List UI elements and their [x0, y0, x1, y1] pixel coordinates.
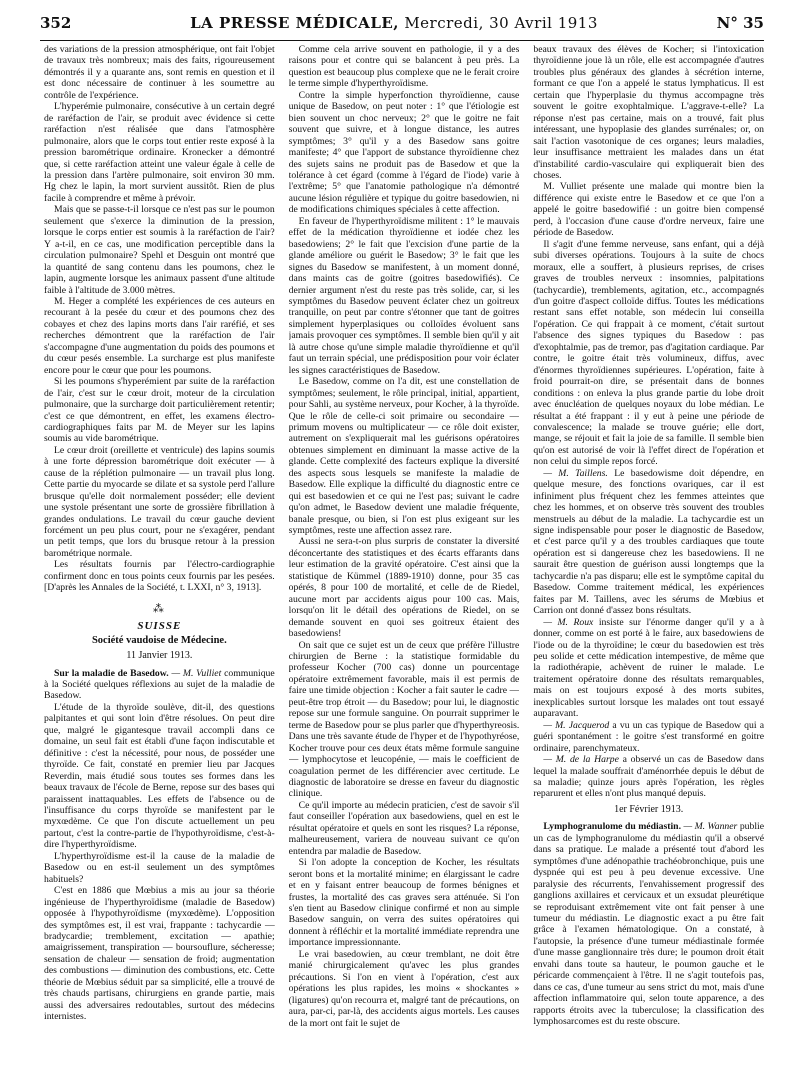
paragraph: Le Basedow, comme on l'a dit, est une constellation de symptômes; seulement, le rôle principal, initial, appartient, pour Sahli, au système nerveux, pour Kocher, à la thyroïde. Que le rôle de celle-ci soit primaire ou secondaire — primum movens ou multiplicateur — ce rôle doit exister, autrement on s'expliquerait mal les guérisons opératoires obtenues simplement en diminuant la masse active de la glande. Cette complexité des facteurs explique la diversité des aspects sous lesquels se manifeste la maladie de Basedow. Elle explique la difficulté du diagnostic entre ce qui est basedowien et ce qui ne l'est pas; suivant le cadre qu'on admet, le Basedow devient une maladie fréquente, banale presque, ou bien, si l'on est plus exigeant sur les symptômes, reste une affection assez rare. — [288, 376, 520, 537]
page-header — [40, 14, 764, 41]
article-author: — M. Vulliet — [171, 667, 222, 679]
paragraph — [533, 617, 764, 720]
paragraph: Il s'agit d'une femme nerveuse, sans enfant, qui a déjà subi diverses opérations. Toujours à la suite de chocs moraux, elle a souffert, à plusieurs reprises, de crises graves de troubles nerveux : insomnies, palpitations (tachycardie), tremblements, agitation, etc., accompagnés d'un goitre d'aspect colloïde diffus. Toutes les médications restant sans effet notable, son médecin lui conseilla l'opération. Ce qui frappait à ce moment, c'était surtout l'absence des signes typiques du Basedow : pas d'exophtalmie, pas de tremor, pas d'agitation cardiaque. Par contre, le goitre était très volumineux, diffus, avec d'énormes thyroïdiennes supérieures. L'opération, faite à froid pourrait-on dire, se présentait dans de bonnes conditions : on enleva la plus grande partie du lobe droit avec énucléation de quelques noyaux du lobe médian. Le résultat a été frappant : il y eut à peine une période de convalescence; la malade se trouve guérie; elle dort, mange, se réjouit et fait la joie de sa famille. Il semble bien qu'on est autorisé de voir là l'effet direct de l'opération et non celui du simple repos forcé. — [533, 238, 765, 468]
speaker-name: — M. Taillens. — [543, 467, 608, 479]
paragraph: L'étude de la thyroïde soulève, dit-il, des questions palpitantes et qui sont loin d'être résolues. On peut dire que, malgré le gigantesque travail accompli dans ce domaine, un seul fait est établi d'une façon indiscutable et définitive : c'est la nécessité, pour nous, de posséder une thyroïde. Ce fait, constaté en premier lieu par Jacques Reverdin, mais étudié sous toutes ses formes dans les beaux travaux de l'école de Berne, repose sur des bases qui paraissent inattaquables. Les effets de l'absence ou de l'insuffisance du corps thyroïde se manifestent par le myxœdème. Ce que l'on discute actuellement un peu partout, c'est la contre-partie de l'hypothyroïdisme, c'est-à-dire l'hyperthyroïdisme. — [44, 701, 275, 851]
text-columns — [44, 44, 764, 1074]
paragraph: beaux travaux des élèves de Kocher; si l'intoxication thyroïdienne joue là un rôle, elle est accompagnée d'autres troubles plus généraux des glandes à sécrétion interne, formant ce que l'on a appelé le status lymphaticus. Il est certain que l'hyperplasie du thymus accompagne très souvent le goitre exophtalmique. L'aggrave-t-elle? La réponse n'est pas certaine, mais on a trouvé, fait plus intéressant, une hypoplasie des glandes surrénales; or, on sait l'action vasotonique de ces organes; leurs maladies, leur insuffisance mettraient les malades dans un état d'instabilité cardio-vasculaire qui expliquerait bien des choses. — [533, 44, 765, 181]
paragraph: L'hyperthyroïdisme est-il la cause de la maladie de Basedow ou en est-il seulement un des symptômes habituels? — [44, 850, 275, 885]
column-1 — [44, 44, 275, 1074]
paragraph: Aussi ne sera-t-on plus surpris de constater la diversité déconcertante des statistiques et des écarts effarants dans leur estimation de la gravité opératoire. C'est ainsi que la statistique de Kümmel (1889-1910) donne, pour 35 cas opérés, 8 pour 100 de mortalité, et celle de de Riedel, aucune mort par accidents aigus pour 100 cas. Mais, lorsqu'on lit le détail des opérations de Riedel, on se demande souvent en quoi ses goitreux étaient des basedowiens! — [288, 536, 520, 640]
paragraph: En faveur de l'hyperthyroïdisme militent : 1° le mauvais effet de la médication thyroïdienne et iodée chez les basedowiens; 2° le fait que l'excision d'une partie de la glande améliore ou guérit le Basedow; 3° le fait que les signes du Basedow se manifestent, à un moment donné, dans maints cas de goitre (goitres basedowifiés). Ce dernier argument n'est du reste pas très solide, car, si les symptômes du Basedow peuvent éclater chez un goitreux tranquille, on peut par contre s'étonner que tant de goitres simplement hyperplasiques ou colloïdes évoluent sans jamais provoquer ces symptômes. Il semble bien qu'il y ait là autre chose qu'une simple maladie thyroïdienne et qu'il faut un terrain spécial, une prédisposition pour voir éclater les signes caractéristiques de Basedow. — [288, 215, 520, 376]
page-number: 352 — [40, 14, 72, 32]
article-title: Lymphogranulome du médiastin. — [543, 821, 681, 833]
section-country: SUISSE — [137, 620, 182, 633]
paragraph-text: a vu un cas typique de Basedow qui a guéri spontanément : le goitre s'est transformé en goitre ordinaire, parenchymateux. — [533, 719, 765, 754]
paragraph-text: a observé un cas de Basedow dans lequel la malade souffrait d'aménorrhée depuis le début de sa maladie; quinze jours après l'opération, les règles reparurent et elles n'ont plus manqué depuis. — [533, 754, 765, 800]
column-2 — [289, 44, 520, 1074]
paragraph-text: Le basedowisme doit dépendre, en quelque mesure, des fonctions ovariques, car il est infiniment plus fréquent chez les femmes atteintes que chez les hommes, et on observe très souvent des troubles menstruels au début de la maladie. La tachycardie est un signe indispensable pour poser le diagnostic de Basedow, et c'est parce qu'il y a des troubles cardiaques que toute opération est si dangereuse chez les basedowiens. Il ne saurait être question de guérison aussi longtemps que la tachycardie n'a pas disparu; elle est le symptôme capital du Basedow. Comme traitement médical, les expériences faites par M. Taillens, avec les sérums de Mœbius et Carrion ont donné d'assez bons résultats. — [533, 467, 765, 617]
meeting-date: 11 Janvier 1913. — [126, 650, 193, 662]
paragraph: On sait que ce sujet est un de ceux que préfère l'illustre chirurgien de Berne : la statistique formidable du professeur Kocher (700 cas) donne un pourcentage opératoire extrêmement favorable, mais il est permis de faire une timide objection : Kocher a fait sauter le cadre — peut-être trop étroit — du Basedow; pour lui, le diagnostic repose sur une formule sanguine. On pourrait supprimer le terme de Basedow pour se plus parler que d'hyperthyreosis. Dans une très savante étude de l'hyper et de l'hypothyréose, Kocher trouve pour ces deux états même formule sanguine — lymphocytose et leucopénie, — mais le coefficient de coagulation permet de les différencier avec certitude. Le diagnostic de laboratoire se dresse en faveur du diagnostic clinique. — [288, 639, 520, 800]
paragraph: Le vrai basedowien, au cœur tremblant, ne doit être manié chirurgicalement qu'avec les plus grandes précautions. Si l'on en vient à l'opération, c'est aux opérations les plus rapides, les moins « shockantes » (ligatures) qu'on recourra et, malgré tant de précautions, on aura, par-ci, par-là, des accidents aigus mortels. Les causes de la mort ont fait le sujet de — [288, 948, 520, 1029]
paragraph-text: publie un cas de lymphogranulome du médiastin qu'il a observé dans sa pratique. Le malade a présenté tout d'abord les symptômes d'une adénopathie trachéobronchique, puis une dyspnée qui est peu à peu devenue excessive. Une paralysie des récurrents, l'envahissement progressif des ganglions axillaires et cervicaux et un exsudat pleurétique se reproduisant extrêmement vite ont fait penser à une tumeur du médiastin. Le diagnostic exact a pu être fait grâce à l'examen hématologique. On a constaté, à l'autopsie, la présence d'une tumeur médiastinale formée d'une masse ganglionnaire très dure; le poumon droit était envahi dans toute sa hauteur, le poumon gauche et le péricarde commençaient à l'être. Il ne s'agit toutefois pas, dans ce cas, d'une tumeur au sens strict du mot, mais d'une affection inflammatoire qui, selon toute apparence, a des rapports étroits avec la tuberculose; la classification des lymphosarcomes est du reste obscure. — [533, 821, 765, 1028]
paragraph: Comme cela arrive souvent en pathologie, il y a des raisons pour et contre qui se balancent à peu près. La question est beaucoup plus complexe que ne le ferait croire le terme simple d'hyperthyroïdisme. — [288, 44, 520, 90]
speaker-name: — M. Roux — [543, 616, 594, 628]
section-separator-stars: ⁂ — [152, 602, 166, 615]
paragraph: Le cœur droit (oreillette et ventricule) des lapins soumis à une forte dépression barométrique doit exécuter — à cause de la réplétion pulmonaire — un travail plus long. Cette partie du myocarde se dilate et sa systole perd l'allure brusque qu'elle doit normalement posséder; elle devient une systole présentant une sorte de grossière fibrillation à grandes ondulations. Le travail du cœur gauche devient forcément un peu plus court, pour ne s'exagérer, pendant un petit temps, que lors du brusque retour à la pression barométrique normale. — [44, 444, 275, 559]
paragraph — [533, 754, 764, 800]
paragraph: Si les poumons s'hyperémient par suite de la raréfaction de l'air, c'est sur le cœur droit, moteur de la circulation pulmonaire, que la surcharge doit particulièrement retentir; c'est ce que démontrent, en effet, les examens électro-cardiographiques faits par M. de Meyer sur les lapins soumis au vide barométrique. — [44, 376, 275, 445]
paragraph: M. Heger a complété les expériences de ces auteurs en recourant à la pesée du cœur et des poumons chez des cobayes et chez des lapins morts dans l'air raréfié, et ses recherches démontrent que la raréfaction de l'air s'accompagne d'une augmentation du poids des poumons et du cœur pesés ensemble. La surcharge est plus manifeste encore pour le cœur que pour les poumons. — [44, 295, 275, 376]
paragraph-text: insiste sur l'énorme danger qu'il y a à donner, comme on est porté à le faire, aux basedowiens de l'iode ou de la thyroïdine; le cœur du basedowien est très peu solide et cette médication intempestive, de même que la radiothérapie, achèvent de ruiner le malade. Le traitement opératoire donne des résultats remarquables, mais on est toujours exposé à des morts subites, inexplicables surtout lorsque les malades ont tout essayé auparavant. — [533, 616, 765, 720]
paragraph-text: communique à la Société quelques réflexions au sujet de la maladie de Basedow. — [44, 667, 275, 702]
paragraph: Si l'on adopte la conception de Kocher, les résultats seront bons et la mortalité minime; en élargissant le cadre et en y faisant entrer beaucoup de formes bénignes et frustes, la mortalité des cas graves sera atténuée. Si l'on s'en tient au Basedow clinique confirmé et non au simple Basedow sanguin, on verra des suites opératoires qui donnent à réfléchir et la mortalité immédiate reprendra une importance impressionnante. — [288, 857, 520, 949]
paragraph: Mais que se passe-t-il lorsque ce n'est pas sur le poumon seulement que s'exerce la diminution de la pression, lorsque le corps entier est soumis à la raréfaction de l'air? Y a-t-il, en ce cas, une modification perceptible dans la circulation pulmonaire? Spehl et Desguin ont montré que la quantité de sang contenu dans les poumons, chez le lapin, augmente lorsque les animaux passent d'une altitude faible à l'altitude de 3.000 mètres. — [44, 204, 275, 296]
paragraph: M. Vulliet présente une malade qui montre bien la différence qui existe entre le Basedow et ce que l'on a appelé le goitre basedowifié : un goitre bien compensé perd, à l'occasion d'une cause d'ordre nerveux, faire une période de Basedow. — [533, 181, 765, 239]
paragraph — [533, 468, 764, 617]
paragraph — [533, 720, 764, 754]
paragraph: C'est en 1886 que Mœbius a mis au jour sa théorie ingénieuse de l'hyperthyroïdisme (maladie de Basedow) opposée à l'hypothyroïdisme (myxœdème). L'opposition des symptômes est, il est vrai, frappante : tachycardie — bradycardie; tremblement, excitation — apathie; amaigrissement, transpiration — boursouflure, sécheresse; sensation de chaleur — sensation de froid; augmentation des combustions — diminution des combustions, etc. Cette théorie de Mœbius séduit par sa simplicité, elle a trouvé de très chauds partisans, chirurgiens en grande partie, mais aussi des adversaires redoutables, surtout des médecins internistes. — [44, 885, 275, 1023]
paragraph: Contre la simple hyperfonction thyroïdienne, cause unique de Basedow, on peut noter : 1° que l'étiologie est bien souvent un choc nerveux; 2° que le goitre ne fait souvent que suivre, et à longue distance, les autres symptômes; 3° qu'il y a des Basedow sans goitre manifeste; 4° que l'apport de substance thyroïdienne chez des sujets sains ne produit pas de Basedow et que la tolérance à cet égard (comme à l'égard de l'iode) varie à l'extrême; 5° que l'anatomie pathologique n'a démontré aucune lésion régulière et typique du goitre basedowien, ni de modifications chimiques spéciales à cette affection. — [288, 89, 520, 216]
paragraph: L'hyperémie pulmonaire, consécutive à un certain degré de raréfaction de l'air, se produit avec évidence si cette raréfaction n'est réalisée que dans l'atmosphère pulmonaire, alors que le corps tout entier reste exposé à la pression barométrique ordinaire. Kronecker a démontré que, si cette raréfaction atteint une valeur égale à celle de la pression dans l'artère pulmonaire, soit environ 30 mm. Hg chez le lapin, la mort survient aussitôt. Rien de plus facile à comprendre et même à prévoir. — [44, 101, 275, 204]
speaker-name: — M. de la Harpe — [543, 754, 619, 766]
article-title: Sur la maladie de Basedow. — [54, 667, 169, 679]
issue-number: N° 35 — [716, 14, 764, 32]
paragraph: Les résultats fournis par l'électro-cardiographie confirment donc en tous points ceux fournis par les pesées. [D'après les Annales de la Société, t. LXXI, n° 3, 1913]. — [44, 559, 275, 594]
speaker-name: — M. Jacquerod — [543, 719, 610, 731]
paragraph — [533, 821, 764, 1027]
paragraph: des variations de la pression atmosphérique, ont fait l'objet de travaux très nombreux; mais des faits, rigoureusement démontrés il y a quarante ans, sont remis en question et il est donc nécessaire de continuer à les soumettre au contrôle de l'expérience. — [44, 44, 275, 101]
society-name: Société vaudoise de Médecine. — [91, 634, 227, 646]
article-author: — M. Wanner — [683, 821, 738, 833]
paragraph — [44, 668, 275, 702]
journal-name: LA PRESSE MÉDICALE, — [190, 14, 400, 32]
issue-date: Mercredi, 30 Avril 1913 — [404, 14, 598, 32]
column-3 — [533, 44, 764, 1074]
meeting-date: 1er Février 1913. — [614, 803, 684, 815]
running-title — [190, 14, 598, 32]
paragraph: Ce qu'il importe au médecin praticien, c'est de savoir s'il faut conseiller l'opération aux basedowiens, quel en est le résultat opératoire et quels en sont les risques? La réponse, malheureusement, variera de nouveau suivant ce qu'on entendra par maladie de Basedow. — [288, 799, 520, 857]
